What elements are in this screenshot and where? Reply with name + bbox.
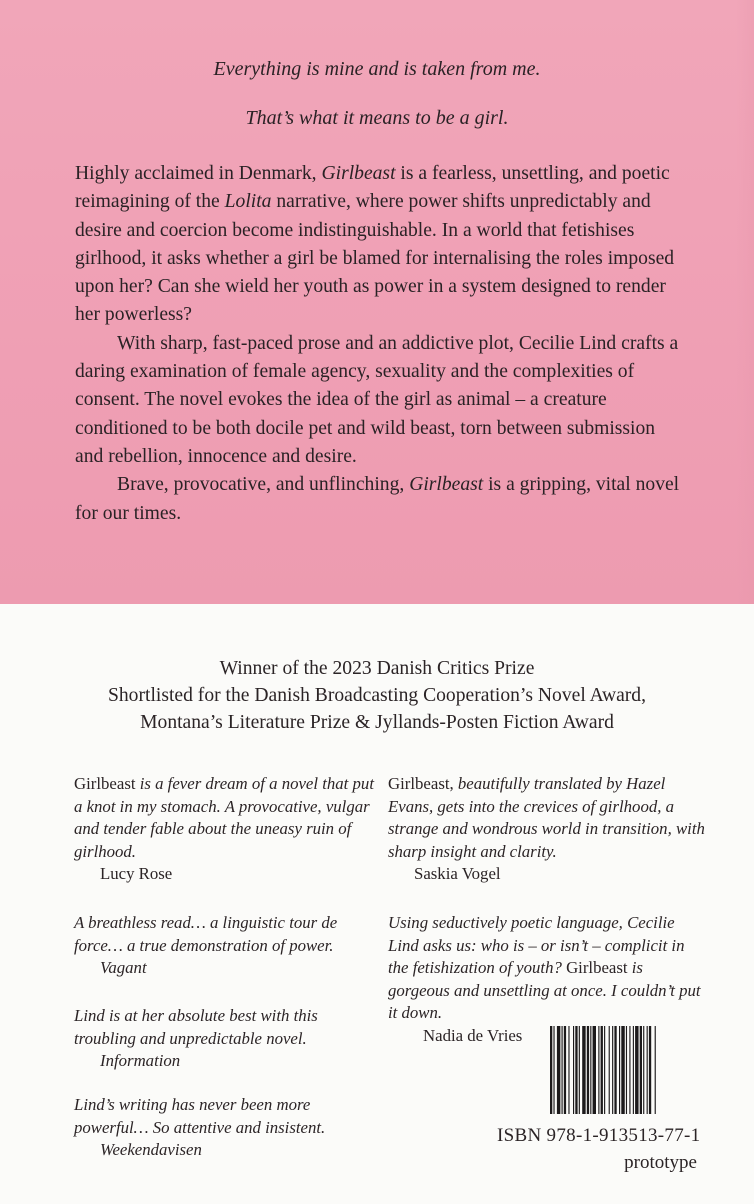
awards xyxy=(0,655,754,736)
quote-vagant: A breathless read… a linguistic tour de force… a true demonstration of power. Vagant xyxy=(74,912,374,980)
lolita-title: Lolita xyxy=(224,191,272,213)
barcode-icon xyxy=(550,1026,696,1114)
quote-nadia-de-vries: Using seductively poetic language, Cecilie Lind asks us: who is – or isn’t – complicit in the fetishization of youth? Girlbeast is gorgeous and unsettling at once. I couldn’t put it down. Nadia de Vries xyxy=(388,912,703,1047)
publisher-name: prototype xyxy=(624,1152,697,1173)
quote-attribution: Lucy Rose xyxy=(100,864,173,883)
book-title: Girlbeast xyxy=(409,474,484,496)
award-line-3: Montana’s Literature Prize & Jyllands-Posten Fiction Award xyxy=(140,712,614,733)
blurb xyxy=(75,160,685,528)
quote-attribution: Saskia Vogel xyxy=(414,864,501,883)
award-line-1: Winner of the 2023 Danish Critics Prize xyxy=(219,658,535,679)
book-title: Girlbeast xyxy=(321,163,396,184)
quote-attribution: Information xyxy=(100,1051,181,1070)
epigraph-line-1: Everything is mine and is taken from me. xyxy=(213,58,541,80)
epigraph-line-2: That’s what it means to be a girl. xyxy=(245,107,509,129)
quote-attribution: Vagant xyxy=(100,958,147,977)
isbn-number: ISBN 978-1-913513-77-1 xyxy=(497,1125,701,1146)
award-line-2: Shortlisted for the Danish Broadcasting Cooperation’s Novel Award, xyxy=(107,685,647,706)
quote-lucy-rose: Girlbeast is a fever dream of a novel that put a knot in my stomach. A provocative, vulgar and tender fable about the uneasy ruin of girlhood. Lucy Rose xyxy=(74,773,379,886)
quote-attribution: Weekendavisen xyxy=(100,1140,202,1159)
quote-information: Lind is at her absolute best with this troubling and unpredictable novel. Information xyxy=(74,1005,374,1073)
book-title: Girlbeast, xyxy=(388,774,454,793)
blurb-paragraph-3: Brave, provocative, and unflinching, Girlbeast is a gripping, vital novel for our times. xyxy=(75,474,680,524)
book-title: Girlbeast xyxy=(74,774,136,793)
quote-saskia-vogel: Girlbeast, beautifully translated by Hazel Evans, gets into the crevices of girlhood, a strange and wondrous world in transition, with sharp insight and clarity. Saskia Vogel xyxy=(388,773,713,886)
quote-attribution: Nadia de Vries xyxy=(423,1025,523,1045)
quote-weekendavisen: Lind’s writing has never been more powerful… So attentive and insistent. Weekendavisen xyxy=(74,1094,374,1162)
blurb-paragraph-1: Highly acclaimed in Denmark, Girlbeast is a fearless, unsettling, and poetic reimagining of the Lolita narrative, where power shifts unpredictably and desire and coercion become indistinguishable. In a world that fetishises girlhood, it asks whether a girl be blamed for internalising the roles imposed upon her? Can she wield her youth as power in a system designed to render her powerless? xyxy=(75,163,675,326)
blurb-paragraph-2: With sharp, fast-paced prose and an addictive plot, Cecilie Lind crafts a daring examination of female agency, sexuality and the complexities of consent. The novel evokes the idea of the girl as animal – a creature conditioned to be both docile pet and wild beast, torn between submission and rebellion, innocence and desire. xyxy=(75,332,679,467)
book-title: Girlbeast xyxy=(566,958,628,977)
